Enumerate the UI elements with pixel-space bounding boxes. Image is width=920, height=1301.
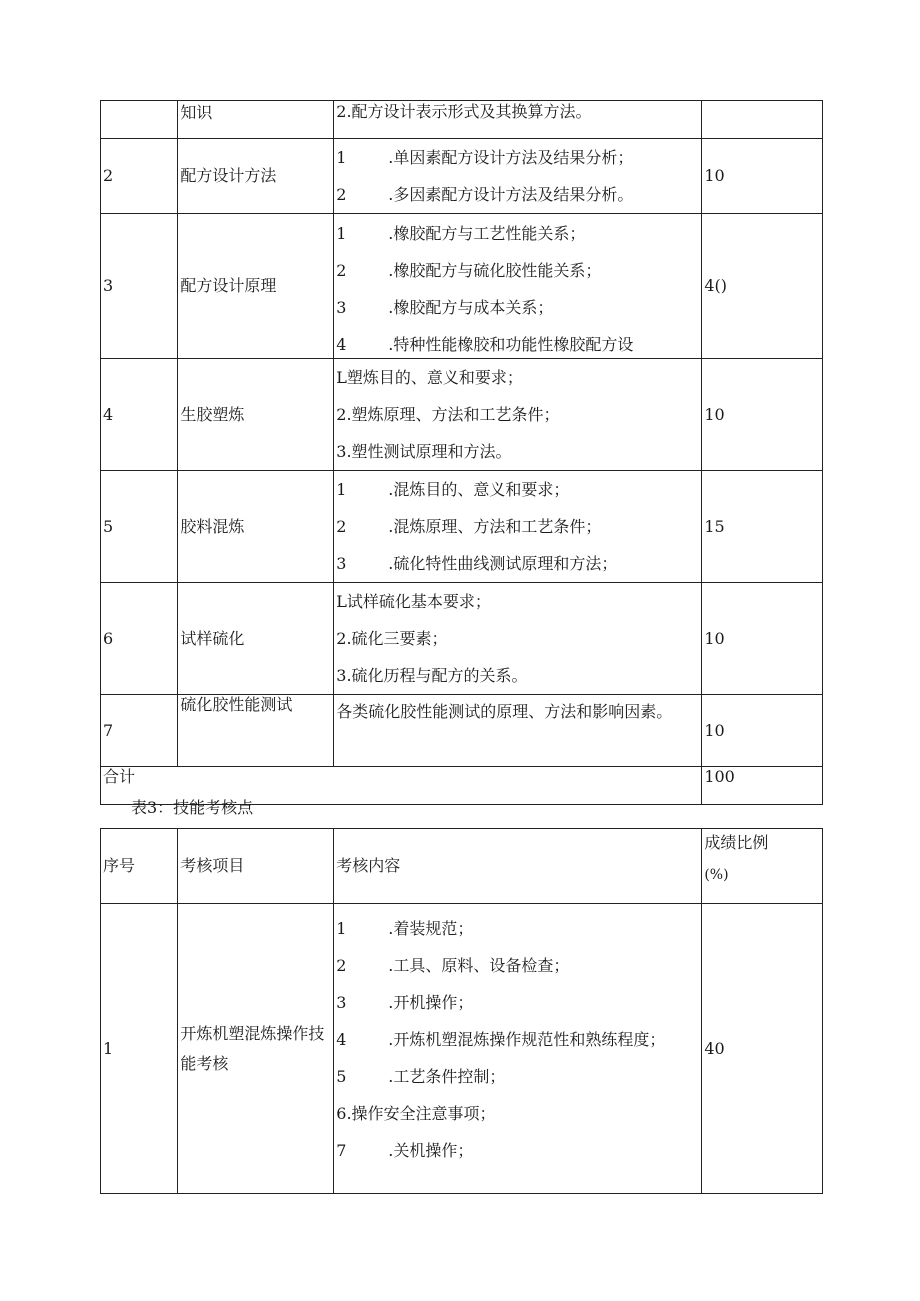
content-item [336,695,701,729]
item-number: 3 [336,993,347,1012]
content-item [336,1021,701,1058]
row-topic: 配方设计方法 [178,139,334,214]
content-item [336,471,701,508]
content-item [336,359,701,396]
content-list [336,471,701,582]
skill-number: 1 [101,904,178,1194]
row-content [334,583,702,695]
content-list [336,583,701,694]
content-list [336,359,701,470]
item-text: .单因素配方设计方法及结果分析； [388,148,634,167]
total-value: 100 [702,767,823,805]
table-row [101,101,823,139]
content-item [336,1095,701,1132]
row-number: 5 [101,471,178,583]
header-no: 序号 [101,829,178,904]
row-content [334,695,702,767]
item-number: 2 [336,956,347,975]
row-number: 6 [101,583,178,695]
skills-table [100,828,823,1194]
item-text: .特种性能橡胶和功能性橡胶配方设 [388,334,634,354]
header-content: 考核内容 [334,829,702,904]
row-number: 7 [101,695,178,767]
content-item [336,545,701,582]
table-row [101,471,823,583]
row-topic: 胶料混炼 [178,471,334,583]
row-content [334,214,702,359]
row-score: 10 [702,583,823,695]
item-text: .工具、原料、设备检查； [388,956,570,975]
item-text: .橡胶配方与工艺性能关系； [388,223,586,243]
row-content [334,139,702,214]
row-topic: 试样硫化 [178,583,334,695]
row-number: 3 [101,214,178,359]
item-number: 1 [336,223,347,243]
content-item [336,215,701,252]
content-item [336,984,701,1021]
skill-ratio: 40 [702,904,823,1194]
content-item [336,583,701,620]
content-list [336,215,701,358]
item-number: 1 [336,480,347,499]
row-score: 10 [702,139,823,214]
item-text: .关机操作； [388,1141,474,1160]
item-text: .混炼目的、意义和要求； [388,480,570,499]
total-label: 合计 [101,767,702,805]
content-item [336,620,701,657]
content-box [336,904,701,1192]
content-item [336,326,701,358]
row-content [334,101,702,139]
item-number: 4 [336,1030,347,1049]
item-text: L试样硫化基本要求； [336,592,491,611]
row-score: 15 [702,471,823,583]
content-list [336,93,701,130]
row-number [101,101,178,139]
content-box [336,695,701,729]
skill-content [334,904,702,1194]
item-text: .橡胶配方与成本关系； [388,297,554,317]
table-row [101,359,823,471]
table-row [101,139,823,214]
item-text: 2.配方设计表示形式及其换算方法。 [336,102,592,121]
header-item: 考核项目 [178,829,334,904]
item-text: 6.操作安全注意事项； [336,1104,496,1123]
row-topic: 硫化胶性能测试 [178,695,334,767]
content-item [336,396,701,433]
content-box [336,215,701,358]
row-score [702,101,823,139]
content-item [336,252,701,289]
content-list [336,695,701,729]
item-number: 1 [336,919,347,938]
item-text: L塑炼目的、意义和要求； [336,368,523,387]
item-number: 3 [336,554,347,573]
content-item [336,657,701,694]
table-caption: 表3：技能考核点 [131,798,254,817]
item-number: 2 [336,185,347,204]
row-topic: 配方设计原理 [178,214,334,359]
row-number: 4 [101,359,178,471]
header-ratio [702,829,823,904]
header-ratio-label: 成绩比例 [704,833,769,852]
skill-row [101,904,823,1194]
skill-item: 开炼机塑混炼操作技能考核 [178,904,334,1194]
content-item [336,508,701,545]
content-item [336,289,701,326]
knowledge-table [100,100,823,805]
table-row [101,214,823,359]
item-text: .工艺条件控制； [388,1067,506,1086]
content-box [336,139,701,213]
content-box [336,583,701,694]
content-item [336,139,701,176]
content-item [336,947,701,984]
item-text: 各类硫化胶性能测试的原理、方法和影响因素。 [336,702,673,721]
row-topic: 生胶塑炼 [178,359,334,471]
content-item [336,93,701,130]
item-text: 3.硫化历程与配方的关系。 [336,666,528,685]
item-text: .开机操作； [388,993,474,1012]
item-number: 1 [336,148,347,167]
content-item [336,1132,701,1169]
row-score: 10 [702,359,823,471]
row-topic: 知识 [178,101,334,139]
table-row [101,583,823,695]
content-box [336,359,701,470]
item-text: .着装规范； [388,919,474,938]
item-text: 2.硫化三要素； [336,629,448,648]
item-text: .多因素配方设计方法及结果分析。 [388,185,634,204]
item-text: .开炼机塑混炼操作规范性和熟练程度； [388,1030,666,1049]
row-number: 2 [101,139,178,214]
item-text: 3.塑性测试原理和方法。 [336,442,512,461]
item-text: 2.塑炼原理、方法和工艺条件； [336,405,560,424]
item-text: .硫化特性曲线测试原理和方法； [388,554,618,573]
item-number: 4 [336,334,347,354]
content-list [336,910,701,1169]
table-row [101,695,823,767]
row-score: 4() [702,214,823,359]
content-item [336,433,701,470]
header-row [101,829,823,904]
content-list [336,139,701,213]
item-number: 3 [336,297,347,317]
header-ratio-unit: (%) [704,867,729,883]
content-item [336,910,701,947]
item-text: .橡胶配方与硫化胶性能关系； [388,260,602,280]
row-content [334,471,702,583]
item-number: 5 [336,1067,347,1086]
row-score: 10 [702,695,823,767]
content-item [336,176,701,213]
content-item [336,1058,701,1095]
item-number: 2 [336,260,347,280]
row-content [334,359,702,471]
item-number: 2 [336,517,347,536]
content-box [336,471,701,582]
item-number: 7 [336,1141,347,1160]
content-box [336,93,701,130]
item-text: .混炼原理、方法和工艺条件； [388,517,602,536]
